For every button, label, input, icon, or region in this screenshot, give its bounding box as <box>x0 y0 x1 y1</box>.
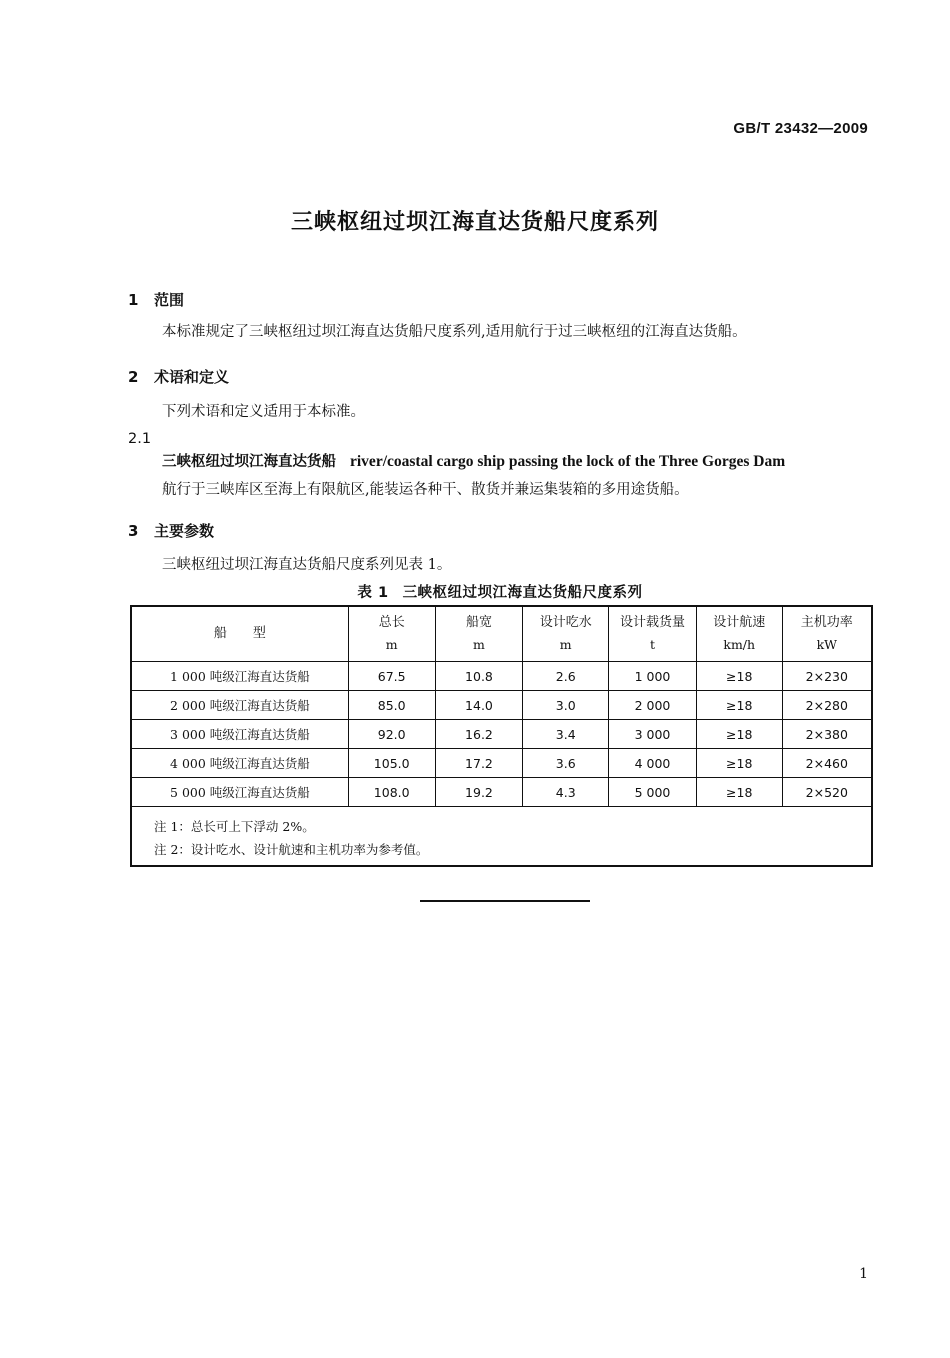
section-2-text: 下列术语和定义适用于本标准。 <box>162 404 365 420</box>
term-zh: 三峡枢纽过坝江海直达货船 <box>162 453 336 470</box>
cell-ship-type: 1 000 吨级江海直达货船 <box>131 662 348 691</box>
cell-length: 85.0 <box>348 691 435 720</box>
section-3-heading <box>128 520 214 541</box>
section-1-text: 本标准规定了三峡枢纽过坝江海直达货船尺度系列,适用航行于过三峡枢纽的江海直达货船。 <box>162 324 747 340</box>
term-line <box>162 450 785 471</box>
col-length <box>348 606 435 662</box>
cell-speed: ≥18 <box>696 778 782 807</box>
table-row <box>131 749 872 778</box>
header-unit: t <box>649 637 655 652</box>
cell-power: 2×230 <box>782 662 872 691</box>
cell-length: 67.5 <box>348 662 435 691</box>
section-3-text: 三峡枢纽过坝江海直达货船尺度系列见表 1。 <box>162 557 452 573</box>
cell-power: 2×380 <box>782 720 872 749</box>
section-number: 2 <box>128 368 139 386</box>
header-label: 设计航速 <box>713 615 766 630</box>
page-number: 1 <box>859 1266 868 1282</box>
cell-beam: 14.0 <box>435 691 523 720</box>
header-label: 设计吃水 <box>539 615 592 630</box>
cell-power: 2×520 <box>782 778 872 807</box>
cell-speed: ≥18 <box>696 691 782 720</box>
cell-draft: 3.0 <box>523 691 609 720</box>
header-label: 设计载货量 <box>619 615 685 630</box>
section-title: 术语和定义 <box>154 368 230 386</box>
cell-beam: 17.2 <box>435 749 523 778</box>
cell-power: 2×460 <box>782 749 872 778</box>
table-caption <box>0 581 950 602</box>
end-of-document-rule <box>420 900 590 902</box>
cell-ship-type: 2 000 吨级江海直达货船 <box>131 691 348 720</box>
col-capacity <box>609 606 697 662</box>
cell-capacity: 5 000 <box>609 778 697 807</box>
term-number: 2.1 <box>128 431 152 447</box>
header-label: 船宽 <box>465 615 492 630</box>
cell-beam: 10.8 <box>435 662 523 691</box>
cell-beam: 19.2 <box>435 778 523 807</box>
cell-beam: 16.2 <box>435 720 523 749</box>
table-row <box>131 778 872 807</box>
section-number: 3 <box>128 522 139 540</box>
cell-speed: ≥18 <box>696 662 782 691</box>
cell-length: 92.0 <box>348 720 435 749</box>
cell-draft: 4.3 <box>523 778 609 807</box>
header-unit: m <box>385 637 398 652</box>
table-caption-title: 三峡枢纽过坝江海直达货船尺度系列 <box>402 585 643 601</box>
header-label: 总长 <box>378 615 405 630</box>
header-label: 主机功率 <box>800 615 853 630</box>
section-title: 主要参数 <box>154 522 215 540</box>
standard-code: GB/T 23432—2009 <box>733 120 868 137</box>
document-title: 三峡枢纽过坝江海直达货船尺度系列 <box>290 210 659 235</box>
header-unit: kW <box>816 637 838 652</box>
section-title: 范围 <box>154 291 185 309</box>
table-row <box>131 720 872 749</box>
cell-ship-type: 3 000 吨级江海直达货船 <box>131 720 348 749</box>
col-power <box>782 606 872 662</box>
section-number: 1 <box>128 291 139 309</box>
table-note-2: 注 2：设计吃水、设计航速和主机功率为参考值。 <box>154 842 429 857</box>
cell-speed: ≥18 <box>696 749 782 778</box>
col-draft <box>523 606 609 662</box>
table-header-row <box>131 606 872 662</box>
term-en: river/coastal cargo ship passing the lock of the Three Gorges Dam <box>350 453 786 470</box>
cell-draft: 3.4 <box>523 720 609 749</box>
col-beam <box>435 606 523 662</box>
cell-ship-type: 5 000 吨级江海直达货船 <box>131 778 348 807</box>
cell-draft: 3.6 <box>523 749 609 778</box>
col-ship-type <box>131 606 348 662</box>
section-2-heading <box>128 366 229 387</box>
ship-dimension-table <box>130 605 873 867</box>
cell-power: 2×280 <box>782 691 872 720</box>
col-speed <box>696 606 782 662</box>
cell-draft: 2.6 <box>523 662 609 691</box>
cell-capacity: 1 000 <box>609 662 697 691</box>
cell-speed: ≥18 <box>696 720 782 749</box>
header-unit: km/h <box>723 637 756 652</box>
table-notes <box>131 807 872 867</box>
header-unit: m <box>473 637 485 652</box>
table-row <box>131 662 872 691</box>
cell-capacity: 2 000 <box>609 691 697 720</box>
table-notes-row <box>131 807 872 867</box>
table-note-1: 注 1：总长可上下浮动 2%。 <box>154 819 315 834</box>
table-caption-number: 表 1 <box>357 585 389 601</box>
section-1-heading <box>128 289 184 310</box>
header-label: 船 型 <box>213 626 266 641</box>
term-definition: 航行于三峡库区至海上有限航区,能装运各种干、散货并兼运集装箱的多用途货船。 <box>162 482 689 498</box>
header-unit: m <box>559 637 572 652</box>
cell-ship-type: 4 000 吨级江海直达货船 <box>131 749 348 778</box>
cell-length: 108.0 <box>348 778 435 807</box>
cell-capacity: 3 000 <box>609 720 697 749</box>
cell-capacity: 4 000 <box>609 749 697 778</box>
table-row <box>131 691 872 720</box>
cell-length: 105.0 <box>348 749 435 778</box>
